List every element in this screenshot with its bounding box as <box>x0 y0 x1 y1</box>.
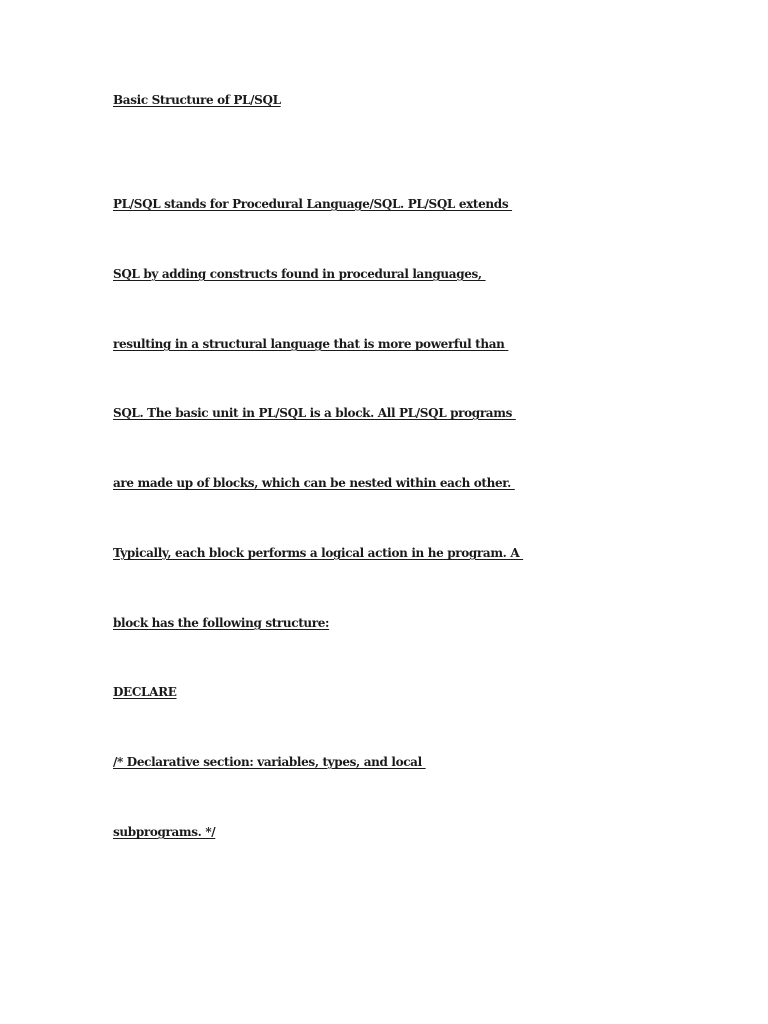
document-title: Basic Structure of PL/SQL <box>113 93 281 107</box>
code-comment-line: /* Declarative section: variables, types, and local <box>113 755 426 769</box>
text-line: are made up of blocks, which can be nested within each other. <box>113 476 515 490</box>
text-line: block has the following structure: <box>113 616 330 630</box>
code-comment-line: subprograms. */ <box>113 825 216 839</box>
text-line: Typically, each block performs a logical action in he program. A <box>113 546 524 560</box>
text-line: SQL. The basic unit in PL/SQL is a block. All PL/SQL programs <box>113 406 516 420</box>
text-line: PL/SQL stands for Procedural Language/SQL. PL/SQL extends <box>113 197 513 211</box>
text-line: resulting in a structural language that is more powerful than <box>113 337 509 351</box>
code-keyword-line: DECLARE <box>113 685 177 699</box>
text-line: SQL by adding constructs found in procedural languages, <box>113 267 486 281</box>
